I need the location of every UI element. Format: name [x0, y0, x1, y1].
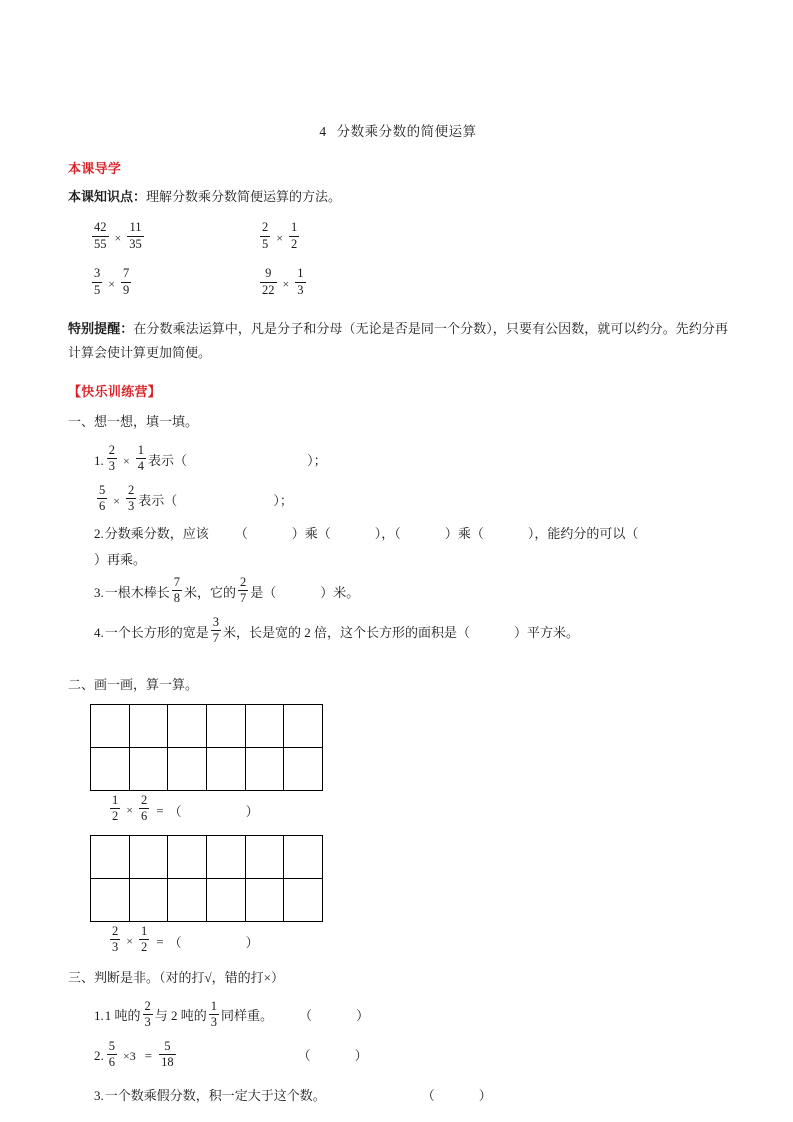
- fraction-denominator: 3: [112, 940, 119, 955]
- expression-item: [90, 220, 258, 252]
- fraction-numerator: 2: [110, 925, 120, 940]
- fraction: [110, 925, 120, 954]
- grid-cell[interactable]: [246, 879, 285, 922]
- fraction-numerator: 2: [238, 576, 248, 591]
- grid-cell[interactable]: [168, 748, 207, 791]
- part-one-item-4: [68, 613, 728, 653]
- item-text: 米，长是宽的 2 倍，这个长方形的面积是（: [223, 624, 471, 640]
- fraction: [127, 221, 144, 250]
- answer-blank-open[interactable]: （: [297, 1047, 311, 1063]
- grid-cell[interactable]: [246, 748, 285, 791]
- fraction-numerator: 42: [92, 221, 109, 236]
- page-title: [68, 120, 728, 140]
- equals-sign: =: [156, 933, 164, 949]
- drawing-grid-2[interactable]: [90, 835, 323, 922]
- multiply-icon: ×: [126, 803, 134, 818]
- answer-blank-open[interactable]: （: [421, 1087, 435, 1103]
- fraction-denominator: 3: [297, 282, 304, 297]
- part-three-heading: 三、判断是非。（对的打√，错的打×）: [68, 969, 284, 985]
- answer-blank-open[interactable]: （: [234, 525, 248, 541]
- fraction: [289, 221, 299, 250]
- fraction: [139, 794, 149, 823]
- grid-cell[interactable]: [246, 836, 285, 879]
- multiply-icon: ×: [276, 230, 284, 245]
- fraction-numerator: 1: [139, 925, 149, 940]
- equals-sign: =: [144, 1047, 153, 1063]
- grid-cell[interactable]: [130, 836, 169, 879]
- equals-sign: =: [156, 802, 164, 818]
- item-text: ）乘（: [444, 525, 484, 541]
- grid-cell[interactable]: [91, 748, 130, 791]
- item-text: 一个数乘假分数，积一定大于这个数。: [104, 1087, 326, 1103]
- multiply-icon: ×: [108, 276, 116, 291]
- fraction-denominator: 5: [94, 282, 101, 297]
- grid-cell[interactable]: [130, 879, 169, 922]
- grid-cell[interactable]: [168, 836, 207, 879]
- fraction-denominator: 3: [144, 1014, 151, 1029]
- fraction-numerator: 1: [289, 221, 299, 236]
- fraction-denominator: 6: [141, 809, 148, 824]
- item-text: 一个长方形的宽是: [104, 624, 209, 640]
- answer-blank-open[interactable]: （: [168, 804, 182, 820]
- fraction-denominator: 8: [173, 591, 181, 606]
- fraction-denominator: 3: [128, 499, 135, 514]
- item-text: 一根木棒长: [104, 584, 170, 600]
- item-text: ）米。: [320, 584, 360, 600]
- grid-cell[interactable]: [284, 705, 323, 748]
- fraction-numerator: 2: [107, 444, 117, 459]
- part-three-item-2: [68, 1036, 728, 1076]
- answer-blank-open[interactable]: （: [299, 1007, 313, 1023]
- fraction-numerator: 1: [136, 444, 146, 459]
- answer-blank-open[interactable]: （: [164, 492, 178, 508]
- fraction-denominator: 22: [262, 282, 275, 297]
- fraction-numerator: 9: [260, 267, 277, 282]
- answer-blank-close: ）: [478, 1087, 492, 1103]
- fraction: [107, 1040, 117, 1069]
- knowledge-point-line: [68, 185, 728, 209]
- grid-cell[interactable]: [130, 705, 169, 748]
- fraction-numerator: 2: [139, 794, 149, 809]
- special-tip-text: 在分数乘法运算中，凡是分子和分母（无论是否是同一个分数），只要有公因数，就可以约分。先约分再计算会使计算更加简便。: [68, 321, 728, 361]
- grid-two-wrapper: [68, 835, 728, 922]
- fraction-denominator: 6: [108, 1054, 115, 1069]
- item-number: 1.: [94, 452, 104, 468]
- fraction-numerator: 7: [172, 576, 182, 591]
- part-one-item-3: [68, 573, 728, 613]
- grid-cell[interactable]: [207, 748, 246, 791]
- grid-cell[interactable]: [91, 836, 130, 879]
- fraction-denominator: 3: [210, 1014, 218, 1029]
- grid-cell[interactable]: [168, 705, 207, 748]
- fraction-denominator: 2: [141, 940, 148, 955]
- grid-two-formula: [68, 922, 728, 962]
- fraction: [238, 576, 248, 605]
- fraction: [110, 794, 120, 823]
- fraction-numerator: 5: [159, 1040, 176, 1055]
- special-tip-line: [68, 317, 728, 365]
- part-three-item-3: [68, 1076, 728, 1116]
- fraction: [126, 484, 136, 513]
- fraction-numerator: 1: [110, 794, 120, 809]
- grid-cell[interactable]: [284, 748, 323, 791]
- item-text: ）平方米。: [514, 624, 580, 640]
- grid-cell[interactable]: [207, 705, 246, 748]
- item-text: ），（: [374, 525, 401, 541]
- grid-cell[interactable]: [130, 748, 169, 791]
- part-three-item-1: [68, 996, 728, 1036]
- title-text: 分数乘分数的简便运算: [336, 124, 477, 139]
- grid-one-wrapper: [68, 704, 728, 791]
- multiply-icon: ×: [123, 453, 130, 468]
- item-text: ）乘（: [291, 525, 331, 541]
- page-content: [68, 120, 728, 1116]
- fraction-numerator: 5: [97, 484, 107, 499]
- item-text: 与 2 吨的: [154, 1007, 207, 1023]
- answer-blank-close: ）: [354, 1047, 368, 1063]
- fraction: [211, 616, 221, 645]
- fraction-denominator: 35: [129, 236, 142, 251]
- fraction-denominator: 3: [108, 459, 115, 474]
- item-number: 1.: [94, 1007, 104, 1023]
- grid-cell[interactable]: [91, 879, 130, 922]
- grid-cell[interactable]: [284, 836, 323, 879]
- part-one-item-2: [68, 521, 728, 573]
- fraction-numerator: 5: [107, 1040, 117, 1055]
- special-tip-label: 特别提醒：: [68, 321, 134, 337]
- fraction: [139, 925, 149, 954]
- expression-item: [90, 266, 258, 298]
- fraction: [92, 221, 109, 250]
- fraction-denominator: 5: [262, 236, 269, 251]
- knowledge-point-label: 本课知识点：: [68, 189, 147, 204]
- answer-blank-open[interactable]: （: [168, 935, 182, 951]
- fraction-numerator: 2: [126, 484, 136, 499]
- answer-blank-open[interactable]: （: [174, 452, 188, 468]
- item-text: ）再乘。: [94, 551, 147, 567]
- section-heading-training-camp: 【快乐训练营】: [68, 384, 162, 400]
- fraction-numerator: 7: [121, 267, 131, 282]
- fraction-denominator: 7: [240, 591, 247, 606]
- expression-row: [68, 261, 728, 307]
- fraction: [260, 267, 277, 296]
- fraction-numerator: 3: [92, 267, 102, 282]
- item-text: 1 吨的: [104, 1007, 141, 1023]
- example-expressions: [68, 215, 728, 307]
- answer-blank-close: ）；: [273, 492, 293, 508]
- fraction-numerator: 2: [260, 221, 270, 236]
- fraction-denominator: 9: [123, 282, 130, 297]
- fraction-numerator: 1: [295, 267, 305, 282]
- item-number: 2.: [94, 1047, 104, 1063]
- item-number: 2.: [94, 525, 104, 541]
- fraction-numerator: 1: [209, 1000, 219, 1015]
- fraction: [143, 1000, 153, 1029]
- fraction: [121, 267, 131, 296]
- part-two-heading: 二、画一画，算一算。: [68, 676, 199, 692]
- knowledge-point-text: 理解分数乘分数简便运算的方法。: [146, 189, 342, 204]
- item-text: 分数乘分数，应该: [104, 525, 209, 541]
- item-text: 表示: [148, 452, 175, 468]
- answer-blank-close: ）: [245, 935, 259, 951]
- part-one-item-1a: [68, 441, 728, 481]
- part-one-item-1b: [68, 481, 728, 521]
- grid-cell[interactable]: [246, 705, 285, 748]
- fraction-denominator: 2: [291, 236, 298, 251]
- item-text: ），能约分的可以（: [527, 525, 639, 541]
- expression-item: [258, 266, 308, 298]
- fraction: [107, 444, 117, 473]
- grid-cell[interactable]: [284, 879, 323, 922]
- grid-one-formula: [68, 791, 728, 831]
- section-heading-guide: 本课导学: [68, 161, 122, 176]
- multiply-icon: ×: [282, 276, 290, 291]
- item-number: 4.: [94, 624, 104, 640]
- title-number: 4: [319, 124, 327, 139]
- fraction: [92, 267, 102, 296]
- fraction-denominator: 55: [94, 236, 107, 251]
- fraction: [159, 1040, 176, 1069]
- fraction: [295, 267, 305, 296]
- fraction: [209, 1000, 219, 1029]
- fraction-numerator: 3: [211, 616, 221, 631]
- fraction: [172, 576, 182, 605]
- fraction-denominator: 4: [137, 459, 145, 474]
- fraction: [97, 484, 107, 513]
- fraction-denominator: 2: [112, 809, 119, 824]
- grid-cell[interactable]: [91, 705, 130, 748]
- fraction-numerator: 11: [127, 221, 144, 236]
- drawing-grid-1[interactable]: [90, 704, 323, 791]
- fraction-denominator: 6: [99, 499, 106, 514]
- fraction: [136, 444, 146, 473]
- grid-cell[interactable]: [168, 879, 207, 922]
- multiply-icon: ×: [126, 934, 134, 949]
- item-text: 是（: [250, 584, 277, 600]
- answer-blank-close: ）；: [307, 452, 327, 468]
- fraction: [260, 221, 270, 250]
- expression-item: [258, 220, 301, 252]
- item-number: 3.: [94, 584, 104, 600]
- item-text: 表示: [138, 492, 165, 508]
- grid-cell[interactable]: [207, 836, 246, 879]
- fraction-denominator: 7: [212, 631, 220, 646]
- item-text: 米，它的: [184, 584, 237, 600]
- multiply-icon: ×: [114, 230, 122, 245]
- multiply-icon: ×3: [123, 1049, 136, 1064]
- part-one-heading: 一、想一想，填一填。: [68, 414, 199, 430]
- expression-row: [68, 215, 728, 261]
- multiply-icon: ×: [113, 493, 121, 508]
- fraction-numerator: 2: [143, 1000, 153, 1015]
- item-text: 同样重。: [221, 1007, 274, 1023]
- fraction-denominator: 18: [161, 1054, 174, 1069]
- answer-blank-close: ）: [356, 1007, 370, 1023]
- grid-cell[interactable]: [207, 879, 246, 922]
- answer-blank-close: ）: [245, 804, 259, 820]
- item-number: 3.: [94, 1087, 104, 1103]
